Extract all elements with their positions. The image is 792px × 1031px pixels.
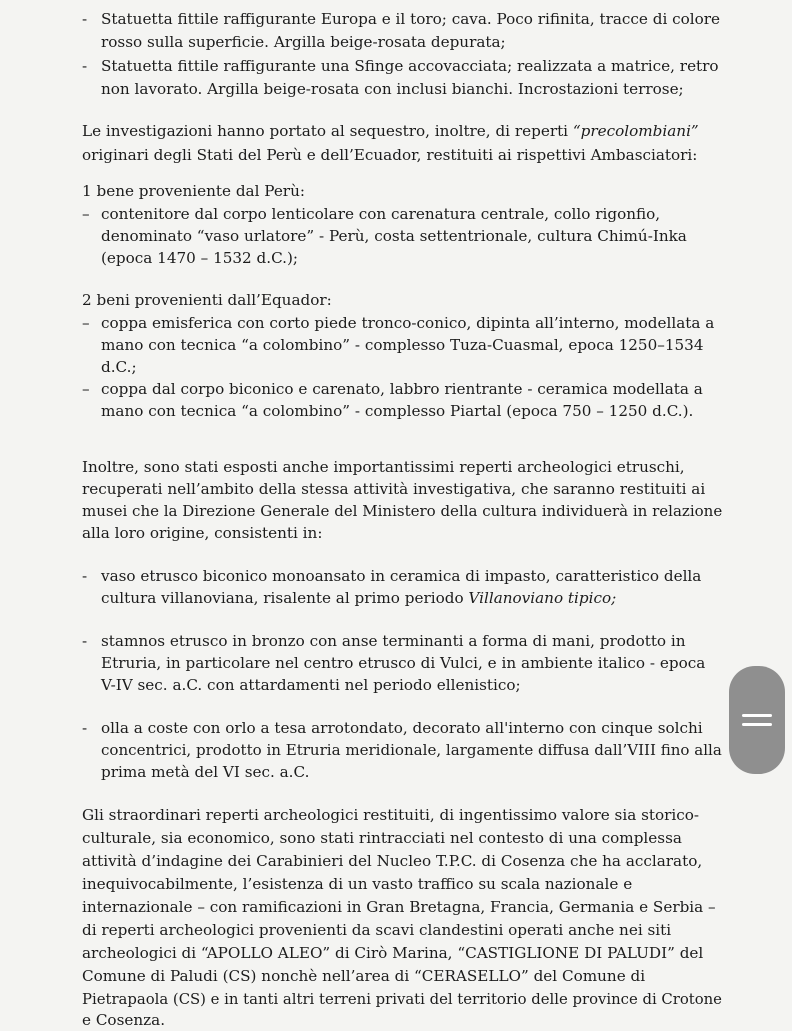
list-item-text: coppa emisferica con corto piede tronco-conico, dipinta all’interno, modellata a: [101, 314, 715, 332]
list-item-text: Statuetta fittile raffigurante una Sfinge accovacciata; realizzata a matrice, retro: [101, 57, 719, 75]
list-item-text: mano con tecnica “a colombino” - complesso Piartal (epoca 750 – 1250 d.C.).: [101, 402, 694, 420]
list-item-text: (epoca 1470 – 1532 d.C.);: [101, 249, 299, 267]
list-item-text: prima metà del VI sec. a.C.: [101, 763, 310, 781]
paragraph-line: originari degli Stati del Perù e dell’Ecuador, restituiti ai rispettivi Ambasciatori:: [82, 146, 698, 164]
paragraph-line: Pietrapaola (CS) e in tanti altri terreni privati del territorio delle province di Crotone: [82, 990, 722, 1008]
paragraph-line: attività d’indagine dei Carabinieri del Nucleo T.P.C. di Cosenza che ha acclarato,: [82, 852, 703, 870]
paragraph-line: Inoltre, sono stati esposti anche importantissimi reperti archeologici etruschi,: [82, 458, 685, 476]
grip-line-icon: [742, 714, 772, 717]
paragraph-line: culturale, sia economico, sono stati rintracciati nel contesto di una complessa: [82, 829, 682, 847]
scroll-handle[interactable]: [729, 666, 785, 774]
list-item-text: V-IV sec. a.C. con attardamenti nel periodo ellenistico;: [101, 676, 521, 694]
list-item-text: denominato “vaso urlatore” - Perù, costa settentrionale, cultura Chimú-Inka: [101, 227, 687, 245]
list-item-text: vaso etrusco biconico monoansato in ceramica di impasto, caratteristico della: [101, 567, 702, 585]
paragraph-line: Le investigazioni hanno portato al sequestro, inoltre, di reperti “precolombiani”: [82, 122, 699, 140]
list-item-text: concentrici, prodotto in Etruria meridionale, largamente diffusa dall’VIII fino alla: [101, 741, 722, 759]
list-item-text: Statuetta fittile raffigurante Europa e il toro; cava. Poco rifinita, tracce di colore: [101, 10, 721, 28]
paragraph-line: musei che la Direzione Generale del Ministero della cultura individuerà in relazione: [82, 502, 723, 520]
list-item-text: contenitore dal corpo lenticolare con carenatura centrale, collo rigonfio,: [101, 205, 661, 223]
paragraph-line: Gli straordinari reperti archeologici restituiti, di ingentissimo valore sia storico-: [82, 806, 700, 824]
grip-line-icon: [742, 723, 772, 726]
list-item-text: d.C.;: [101, 358, 137, 376]
document-page: - Statuetta fittile raffigurante Europa e il toro; cava. Poco rifinita, tracce di colore rosso sulla superficie. Argilla beige-rosata depurata; - Statuetta fittile raffigurante una Sfinge accovacciata; realizzata a matrice, retro non lavorato. Argilla beige-rosata con inclusi bianchi. Incrostazioni terrose; Le investigazioni hanno portato al sequestro, inoltre, di reperti “precolombiani” originari degli Stati del Perù e dell’Ecuador, restituiti ai rispettivi Ambasciatori: 1 bene proveniente dal Perù: – contenitore dal corpo lenticolare con carenatura centrale, collo rigonfio, denominato “vaso urlatore” - Perù, costa settentrionale, cultura Chimú-Inka (epoca 1470 – 1532 d.C.); 2 beni provenienti dall’Equador: – coppa emisferica con corto piede tronco-conico, dipinta all’interno, modellata a mano con tecnica “a colombino” - complesso Tuza-Cuasmal, epoca 1250–1534 d.C.; – coppa dal corpo biconico e carenato, labbro rientrante - ceramica modellata a mano con tecnica “a colombino” - complesso Piartal (epoca 750 – 1250 d.C.). Inoltre, sono stati esposti anche importantissimi reperti archeologici etruschi, recuperati nell’ambito della stessa attività investigativa, che saranno restituiti ai musei che la Direzione Generale del Ministero della cultura individuerà in relazione alla loro origine, consistenti in: - vaso etrusco biconico monoansato in ceramica di impasto, caratteristico della cultura villanoviana, risalente al primo periodo Villanoviano tipico; - stamnos etrusco in bronzo con anse terminanti a forma di mani, prodotto in Etruria, in particolare nel centro etrusco di Vulci, e in ambiente italico - epoca V-IV sec. a.C. con attardamenti nel periodo ellenistico; - olla a coste con orlo a tesa arrotondato, decorato all'interno con cinque solchi concentrici, prodotto in Etruria meridionale, largamente diffusa dall’VIII fino alla prima metà del VI sec. a.C. Gli straordinari reperti archeologici restituiti, di ingentissimo valore sia storico- culturale, sia economico, sono stati rintracciati nel contesto di una complessa attività d’indagine dei Carabinieri del Nucleo T.P.C. di Cosenza che ha acclarato, inequivocabilmente, l’esistenza di un vasto traffico su scala nazionale e internazionale – con ramificazioni in Gran Bretagna, Francia, Germania e Serbia – di reperti archeologici provenienti da scavi clandestini operati anche nei siti archeologici di “APOLLO ALEO” di Cirò Marina, “CASTIGLIONE DI PALUDI” del Comune di Paludi (CS) nonchè nell’area di “CERASELLO” del Comune di Pietrapaola (CS) e in tanti altri terreni privati del territorio delle province di Crotone e Cosenza.: [82, 10, 723, 1029]
paragraph-line: e Cosenza.: [82, 1011, 166, 1029]
list-item-text: cultura villanoviana, risalente al primo periodo Villanoviano tipico;: [101, 589, 617, 607]
list-item-text: coppa dal corpo biconico e carenato, labbro rientrante - ceramica modellata a: [101, 380, 703, 398]
paragraph-line: recuperati nell’ambito della stessa attività investigativa, che saranno restituiti ai: [82, 480, 706, 498]
paragraph-line: Comune di Paludi (CS) nonchè nell’area di “CERASELLO” del Comune di: [82, 967, 646, 985]
paragraph-line: di reperti archeologici provenienti da scavi clandestini operati anche nei siti: [82, 921, 672, 939]
list-item-text: olla a coste con orlo a tesa arrotondato, decorato all'interno con cinque solchi: [101, 719, 703, 737]
list-item-text: stamnos etrusco in bronzo con anse terminanti a forma di mani, prodotto in: [101, 632, 686, 650]
paragraph-line: alla loro origine, consistenti in:: [82, 524, 323, 542]
section-heading: 2 beni provenienti dall’Equador:: [82, 291, 332, 309]
list-item-text: Etruria, in particolare nel centro etrusco di Vulci, e in ambiente italico - epoca: [101, 654, 706, 672]
list-item-text: non lavorato. Argilla beige-rosata con inclusi bianchi. Incrostazioni terrose;: [101, 80, 684, 98]
paragraph-line: inequivocabilmente, l’esistenza di un vasto traffico su scala nazionale e: [82, 875, 633, 893]
list-item-text: mano con tecnica “a colombino” - complesso Tuza-Cuasmal, epoca 1250–1534: [101, 336, 704, 354]
section-heading: 1 bene proveniente dal Perù:: [82, 182, 305, 200]
paragraph-line: archeologici di “APOLLO ALEO” di Cirò Marina, “CASTIGLIONE DI PALUDI” del: [82, 944, 704, 962]
paragraph-line: internazionale – con ramificazioni in Gran Bretagna, Francia, Germania e Serbia –: [82, 898, 716, 916]
list-item-text: rosso sulla superficie. Argilla beige-rosata depurata;: [101, 33, 506, 51]
